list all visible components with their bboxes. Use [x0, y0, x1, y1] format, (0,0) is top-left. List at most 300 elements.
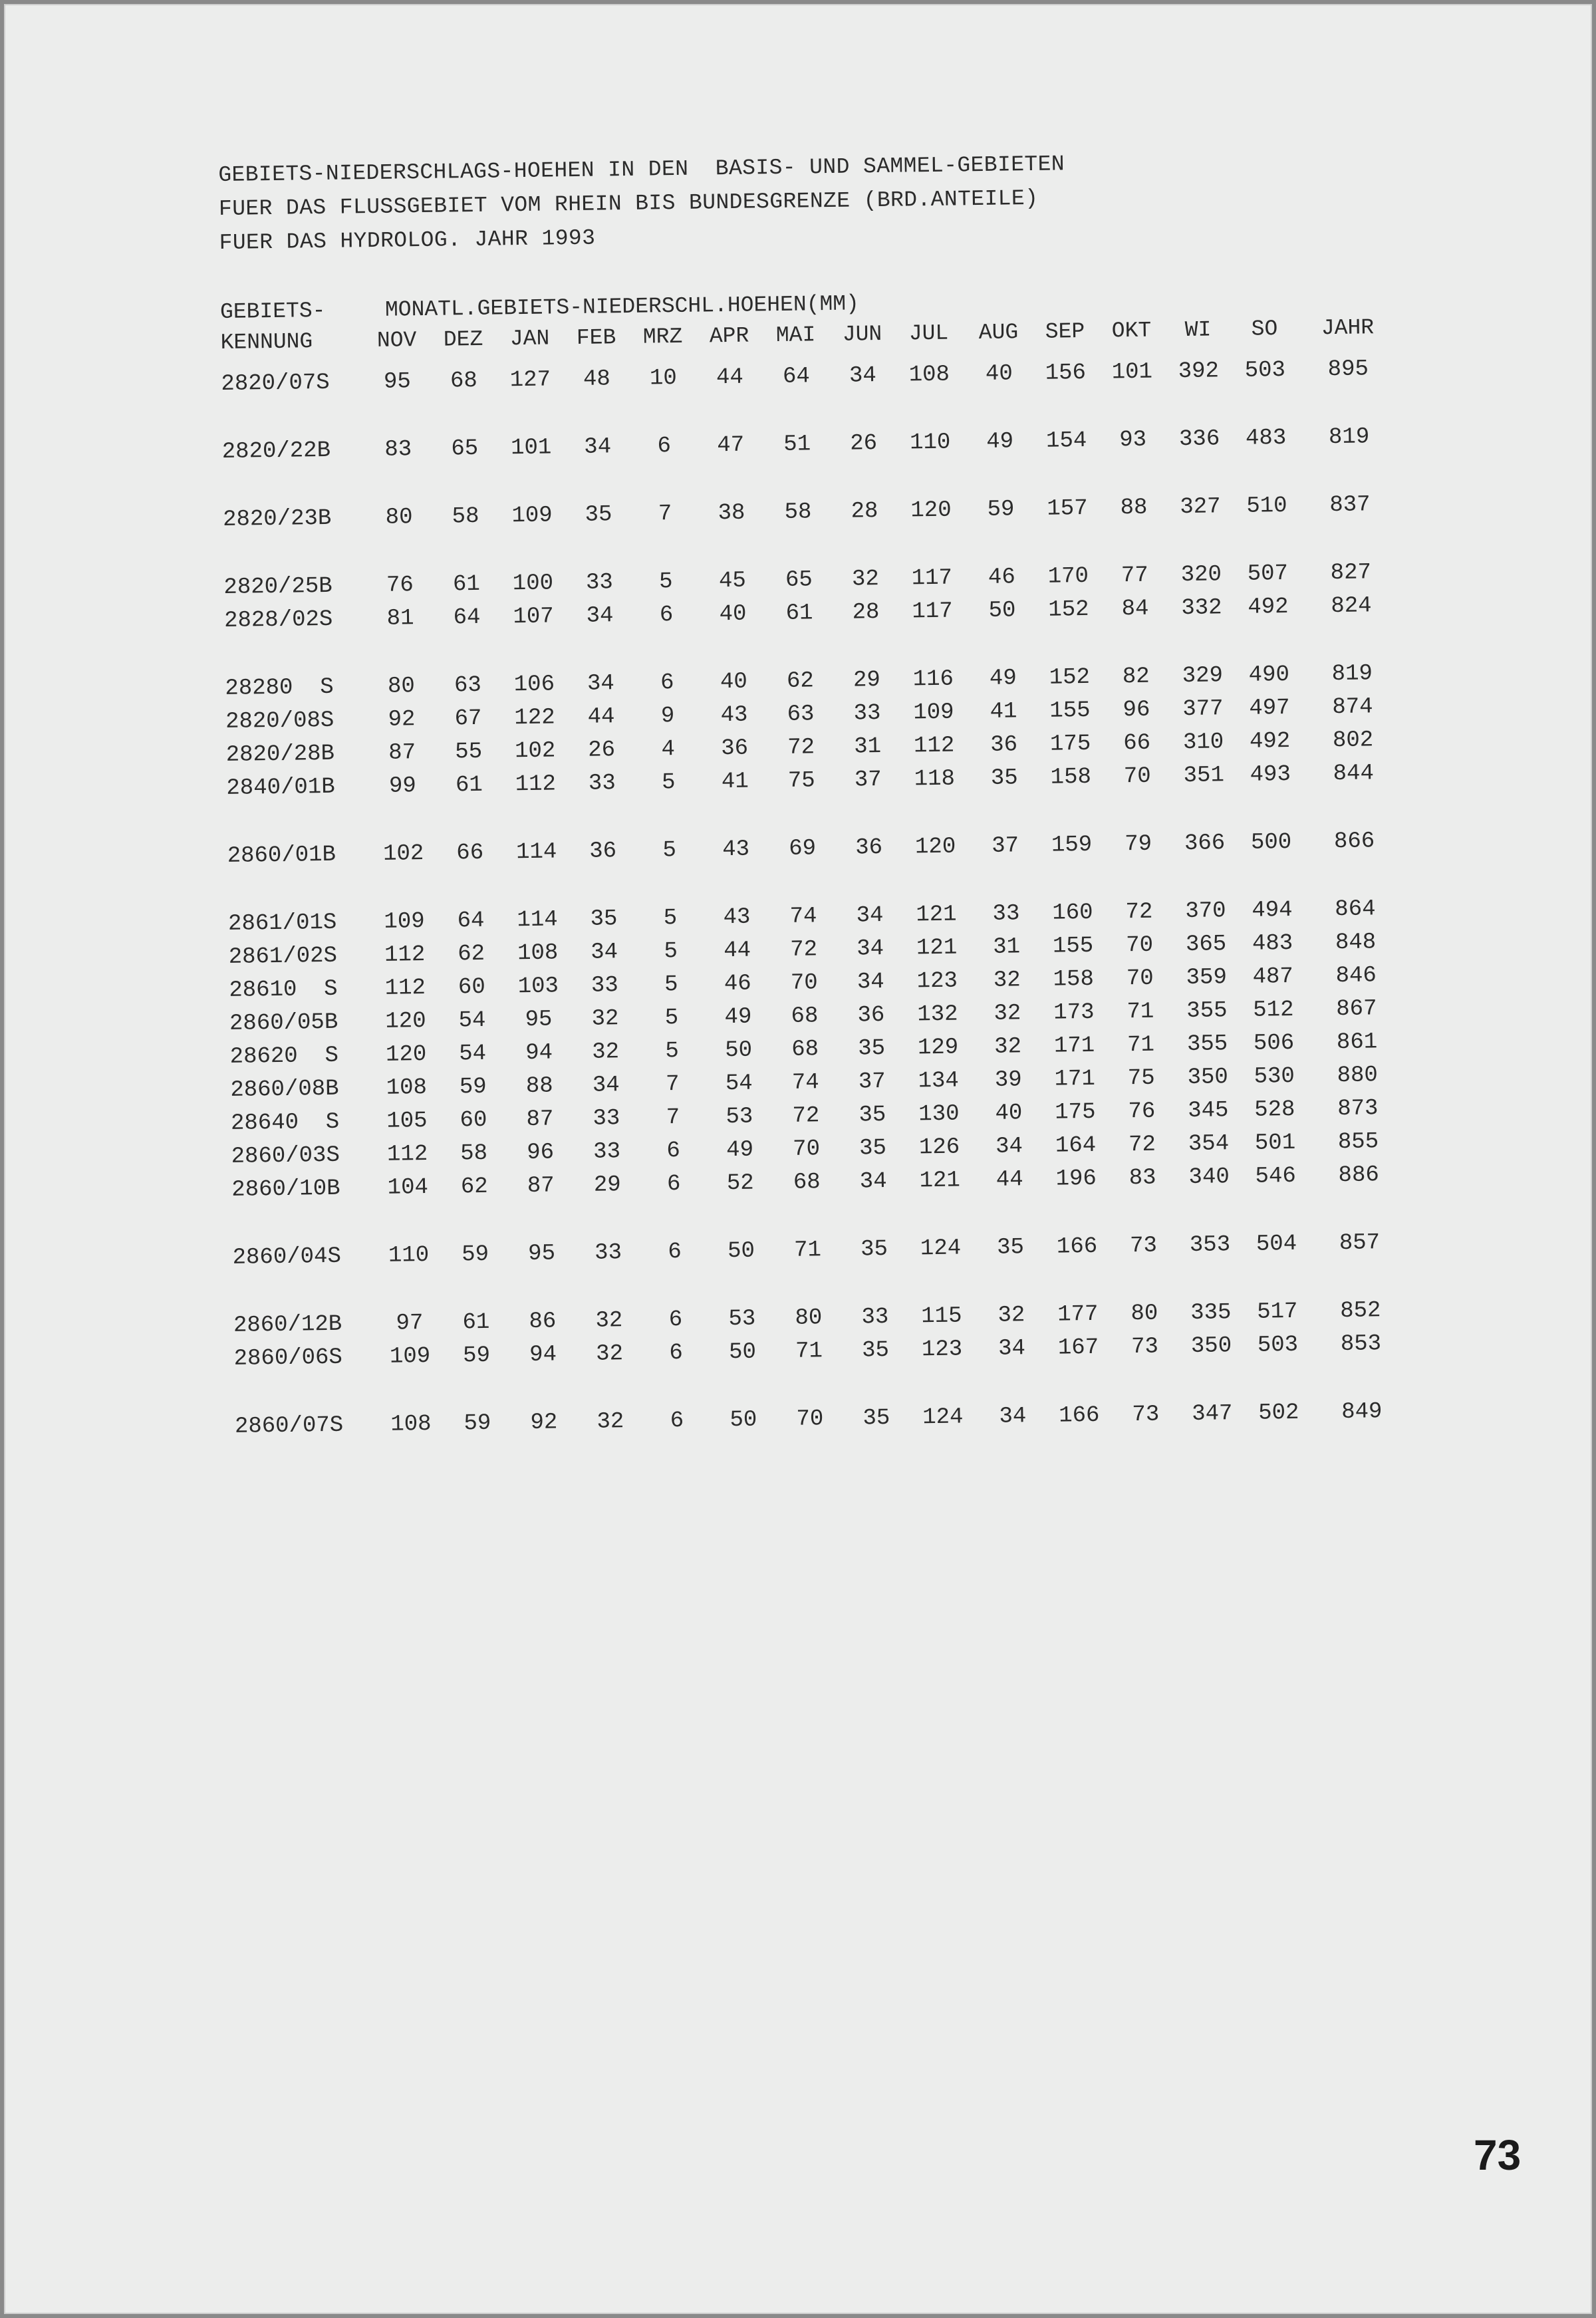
column-header-jul: JUL	[908, 321, 949, 346]
area-id: 2860/05B	[229, 1009, 338, 1037]
value-sep: 171	[1053, 1033, 1095, 1059]
value-apr: 44	[716, 364, 744, 391]
value-jul: 112	[913, 733, 955, 759]
value-jul: 123	[921, 1337, 963, 1363]
value-jul: 123	[916, 968, 958, 995]
value-jul: 129	[917, 1035, 959, 1061]
value-mrz: 5	[664, 1005, 679, 1031]
value-jan: 86	[529, 1309, 557, 1335]
value-dez: 65	[451, 436, 479, 462]
value-mai: 72	[792, 1103, 820, 1129]
value-so: 483	[1245, 426, 1287, 451]
value-mai: 68	[791, 1037, 819, 1063]
value-aug: 32	[993, 967, 1021, 993]
value-aug: 34	[999, 1404, 1027, 1430]
value-so: 546	[1255, 1163, 1297, 1190]
value-sep: 166	[1059, 1402, 1100, 1429]
value-so: 502	[1258, 1400, 1299, 1426]
value-jahr: 855	[1337, 1129, 1379, 1156]
value-jun: 35	[859, 1135, 887, 1162]
value-wi: 327	[1180, 494, 1221, 521]
value-okt: 72	[1128, 1132, 1156, 1158]
value-mrz: 6	[670, 1408, 684, 1434]
value-jahr: 874	[1332, 694, 1373, 721]
value-jun: 34	[859, 1168, 887, 1195]
value-so: 492	[1248, 594, 1289, 620]
monthly-group-label: MONATL.GEBIETS-NIEDERSCHL.HOEHEN(MM)	[384, 291, 860, 322]
value-so: 506	[1253, 1030, 1295, 1057]
value-jun: 33	[861, 1304, 889, 1331]
value-jahr: 802	[1332, 727, 1374, 754]
value-aug: 44	[996, 1167, 1023, 1193]
value-jan: 102	[514, 738, 556, 765]
column-header-dez: DEZ	[443, 326, 483, 352]
value-so: 500	[1250, 829, 1292, 856]
value-so: 490	[1248, 662, 1290, 688]
value-so: 504	[1256, 1231, 1297, 1257]
value-jul: 115	[921, 1303, 962, 1330]
scanned-page	[4, 4, 1592, 2314]
area-id: 2860/08B	[230, 1076, 339, 1103]
value-sep: 158	[1053, 966, 1095, 993]
value-okt: 82	[1122, 664, 1150, 690]
value-jul: 121	[916, 935, 958, 962]
area-id: 2860/04S	[232, 1243, 342, 1271]
value-nov: 87	[388, 740, 416, 766]
value-mai: 70	[790, 970, 818, 996]
value-mrz: 5	[665, 1039, 680, 1065]
value-nov: 99	[388, 773, 417, 799]
value-aug: 32	[994, 1034, 1022, 1060]
value-sep: 170	[1047, 563, 1089, 590]
value-aug: 46	[988, 565, 1016, 590]
value-mrz: 5	[663, 906, 678, 932]
area-id: 28610 S	[229, 976, 338, 1003]
value-mrz: 10	[649, 366, 678, 392]
value-wi: 345	[1188, 1098, 1229, 1124]
value-jan: 100	[512, 571, 554, 597]
value-mai: 68	[791, 1003, 819, 1029]
value-sep: 157	[1047, 495, 1088, 522]
value-wi: 351	[1183, 763, 1225, 789]
value-nov: 112	[384, 975, 426, 1001]
value-okt: 77	[1121, 563, 1148, 589]
value-jul: 121	[919, 1168, 961, 1194]
value-jan: 87	[527, 1173, 555, 1200]
value-mrz: 7	[665, 1072, 680, 1098]
value-so: 493	[1250, 761, 1291, 788]
value-mrz: 6	[659, 602, 674, 628]
value-okt: 70	[1125, 932, 1154, 959]
value-dez: 63	[454, 672, 482, 699]
value-mrz: 5	[658, 569, 673, 595]
value-okt: 83	[1129, 1165, 1156, 1192]
report-sheet	[218, 142, 1432, 1447]
value-jun: 34	[856, 903, 884, 929]
value-jan: 95	[525, 1007, 553, 1033]
value-sep: 196	[1055, 1166, 1097, 1192]
area-id: 2820/22B	[221, 438, 331, 465]
value-jul: 117	[911, 565, 953, 592]
column-header-nov: NOV	[376, 328, 417, 353]
value-jul: 117	[912, 598, 953, 625]
value-aug: 49	[986, 429, 1014, 455]
value-mrz: 7	[658, 501, 672, 527]
value-mai: 62	[786, 668, 815, 694]
area-id: 2860/10B	[231, 1176, 340, 1203]
value-sep: 156	[1045, 360, 1087, 386]
value-okt: 70	[1123, 763, 1151, 790]
value-nov: 110	[388, 1242, 430, 1269]
value-wi: 392	[1178, 358, 1220, 385]
value-sep: 152	[1048, 596, 1089, 623]
value-jan: 94	[525, 1040, 553, 1067]
value-dez: 61	[452, 571, 481, 598]
value-sep: 166	[1056, 1233, 1098, 1260]
value-mai: 74	[791, 1070, 819, 1096]
value-nov: 104	[387, 1174, 429, 1201]
value-jun: 31	[854, 734, 882, 760]
value-so: 517	[1256, 1299, 1298, 1325]
value-jan: 92	[530, 1410, 558, 1436]
value-jul: 118	[914, 766, 956, 793]
value-jahr: 873	[1337, 1096, 1379, 1122]
value-wi: 355	[1186, 998, 1228, 1025]
value-sep: 154	[1045, 428, 1087, 454]
value-so: 494	[1252, 897, 1293, 924]
value-okt: 76	[1128, 1098, 1156, 1125]
value-aug: 40	[985, 361, 1013, 387]
value-jahr: 837	[1329, 492, 1371, 519]
value-feb: 35	[585, 502, 612, 528]
value-feb: 35	[590, 906, 618, 932]
value-wi: 365	[1185, 932, 1227, 958]
value-apr: 44	[724, 938, 751, 964]
value-mai: 61	[785, 600, 813, 626]
column-header-wi: WI	[1184, 317, 1212, 342]
value-dez: 68	[450, 368, 478, 394]
value-aug: 35	[996, 1235, 1025, 1261]
value-okt: 73	[1129, 1233, 1158, 1259]
value-feb: 33	[585, 570, 614, 596]
value-so: 487	[1252, 964, 1294, 990]
value-aug: 31	[992, 934, 1021, 960]
value-dez: 59	[462, 1343, 491, 1369]
value-jan: 95	[527, 1241, 556, 1267]
value-aug: 50	[988, 598, 1016, 624]
value-aug: 40	[995, 1100, 1023, 1126]
title-line-1: GEBIETS-NIEDERSCHLAGS-HOEHEN IN DEN BASIS- UND SAMMEL-GEBIETEN	[218, 152, 1065, 188]
value-apr: 53	[728, 1306, 756, 1333]
value-apr: 38	[718, 500, 745, 527]
value-apr: 50	[730, 1407, 757, 1434]
value-sep: 175	[1049, 731, 1091, 757]
value-wi: 370	[1185, 898, 1226, 925]
value-wi: 332	[1181, 595, 1222, 622]
value-feb: 34	[587, 671, 615, 697]
value-so: 497	[1249, 695, 1290, 721]
value-jan: 122	[514, 705, 555, 731]
value-sep: 152	[1049, 664, 1091, 691]
area-id: 2820/25B	[223, 573, 332, 600]
value-mai: 71	[793, 1237, 822, 1263]
area-id: 2820/28B	[225, 741, 335, 768]
column-header-mrz: MRZ	[642, 324, 683, 350]
value-nov: 109	[384, 909, 425, 935]
area-id: 2860/01B	[227, 842, 336, 869]
area-id: 2860/06S	[233, 1345, 343, 1372]
value-jahr: 824	[1331, 593, 1372, 620]
value-nov: 81	[386, 606, 414, 632]
value-dez: 60	[458, 974, 486, 1001]
value-jan: 101	[510, 435, 552, 461]
value-feb: 33	[593, 1139, 621, 1165]
value-jul: 110	[909, 430, 951, 456]
value-jul: 108	[908, 362, 950, 388]
value-okt: 79	[1124, 831, 1152, 858]
value-jun: 36	[857, 1002, 885, 1029]
column-header-feb: FEB	[576, 325, 616, 350]
value-jan: 87	[526, 1106, 554, 1133]
value-nov: 120	[385, 1042, 427, 1068]
column-header-jan: JAN	[509, 326, 550, 352]
value-apr: 43	[722, 837, 750, 863]
value-jahr: 848	[1335, 930, 1377, 956]
value-okt: 101	[1111, 359, 1153, 386]
value-sep: 155	[1052, 933, 1094, 960]
value-dez: 58	[452, 503, 479, 530]
value-aug: 34	[995, 1134, 1023, 1160]
value-dez: 66	[456, 840, 484, 866]
value-wi: 366	[1184, 831, 1226, 857]
value-mai: 65	[785, 567, 813, 593]
value-sep: 175	[1055, 1099, 1096, 1126]
value-dez: 59	[459, 1074, 487, 1100]
value-mai: 64	[782, 364, 811, 390]
value-jahr: 866	[1333, 829, 1375, 855]
value-wi: 377	[1182, 696, 1224, 723]
value-dez: 58	[460, 1140, 488, 1167]
value-mai: 71	[795, 1339, 823, 1364]
value-wi: 355	[1186, 1031, 1228, 1058]
value-nov: 112	[386, 1142, 428, 1168]
value-jul: 120	[910, 497, 952, 524]
value-mrz: 6	[657, 434, 672, 459]
value-jan: 114	[515, 839, 557, 866]
value-mai: 68	[793, 1170, 821, 1196]
area-id: 2861/01S	[227, 910, 337, 937]
value-so: 510	[1246, 493, 1287, 519]
value-wi: 359	[1186, 965, 1228, 991]
value-jan: 94	[529, 1342, 557, 1368]
report-title	[218, 142, 1416, 260]
area-id: 28280 S	[225, 674, 334, 702]
value-dez: 60	[460, 1107, 487, 1134]
value-nov: 109	[389, 1343, 431, 1370]
value-jahr: 864	[1335, 896, 1376, 923]
value-jun: 32	[851, 567, 880, 592]
value-jun: 35	[859, 1102, 886, 1128]
value-wi: 335	[1190, 1300, 1232, 1327]
value-apr: 50	[724, 1037, 753, 1064]
value-mrz: 6	[669, 1341, 684, 1366]
value-wi: 354	[1188, 1131, 1230, 1158]
area-id: 2820/07S	[221, 370, 330, 397]
value-jahr: 819	[1331, 661, 1373, 688]
value-okt: 73	[1132, 1402, 1160, 1428]
value-jan: 103	[517, 973, 559, 1000]
value-apr: 54	[725, 1071, 753, 1097]
value-okt: 75	[1127, 1065, 1155, 1092]
column-header-okt: OKT	[1111, 318, 1152, 344]
value-jan: 106	[513, 672, 555, 698]
value-jun: 35	[857, 1035, 886, 1062]
value-mrz: 4	[661, 737, 676, 763]
value-jul: 120	[914, 834, 956, 860]
value-jan: 114	[517, 907, 558, 934]
value-feb: 32	[595, 1308, 623, 1334]
value-mai: 80	[795, 1305, 823, 1331]
value-jan: 96	[526, 1140, 555, 1166]
value-mai: 51	[783, 432, 811, 457]
value-jan: 88	[525, 1073, 553, 1100]
value-jul: 134	[918, 1068, 960, 1095]
area-id: 2828/02S	[223, 606, 333, 634]
value-aug: 34	[998, 1336, 1026, 1362]
value-so: 530	[1254, 1063, 1295, 1090]
column-header-aug: AUG	[978, 320, 1019, 346]
value-sep: 167	[1057, 1335, 1099, 1361]
value-wi: 350	[1187, 1065, 1229, 1091]
value-so: 503	[1244, 358, 1286, 384]
value-dez: 59	[461, 1241, 489, 1268]
value-mrz: 5	[664, 939, 678, 965]
value-jan: 112	[515, 771, 557, 798]
id-column-label-line-1: GEBIETS-	[219, 298, 326, 324]
value-feb: 32	[591, 1039, 620, 1065]
value-feb: 34	[586, 603, 614, 629]
area-id: 2840/01B	[226, 774, 335, 801]
value-jan: 127	[509, 367, 551, 394]
value-apr: 50	[727, 1238, 755, 1265]
value-sep: 173	[1053, 999, 1095, 1026]
value-nov: 92	[388, 707, 416, 733]
title-line-3: FUER DAS HYDROLOG. JAHR 1993	[219, 225, 596, 255]
column-header-jun: JUN	[842, 321, 882, 347]
value-mai: 58	[784, 499, 812, 525]
value-jahr: 827	[1330, 560, 1372, 586]
value-jun: 37	[854, 767, 882, 793]
value-dez: 61	[455, 772, 483, 799]
value-aug: 32	[994, 1001, 1021, 1027]
value-aug: 59	[987, 497, 1015, 523]
value-dez: 62	[458, 941, 485, 967]
area-id: 2820/08S	[225, 708, 334, 735]
value-jul: 126	[918, 1134, 960, 1161]
value-jul: 121	[916, 902, 957, 928]
value-apr: 36	[721, 735, 749, 762]
column-header-jahr: JAHR	[1321, 315, 1375, 341]
value-aug: 36	[990, 732, 1018, 758]
value-mrz: 7	[666, 1105, 680, 1131]
value-feb: 34	[592, 1073, 620, 1098]
area-id: 2820/23B	[222, 505, 332, 533]
value-jan: 107	[513, 604, 554, 630]
value-dez: 54	[458, 1007, 486, 1034]
column-header-mai: MAI	[775, 322, 816, 348]
value-jun: 34	[856, 936, 884, 962]
value-apr: 53	[726, 1104, 753, 1130]
value-jun: 35	[861, 1337, 890, 1364]
value-so: 483	[1252, 930, 1293, 957]
value-okt: 93	[1119, 427, 1147, 453]
value-jahr: 861	[1336, 1029, 1378, 1056]
value-feb: 33	[588, 771, 616, 797]
value-mai: 72	[787, 735, 815, 761]
value-jahr: 852	[1339, 1298, 1381, 1325]
value-okt: 66	[1123, 730, 1151, 757]
value-okt: 88	[1120, 495, 1148, 521]
value-jun: 28	[852, 600, 880, 626]
value-okt: 73	[1130, 1334, 1159, 1360]
value-jun: 29	[853, 668, 881, 694]
value-mrz: 6	[666, 1172, 681, 1198]
value-wi: 329	[1182, 663, 1224, 690]
value-nov: 105	[386, 1108, 428, 1134]
value-dez: 64	[453, 604, 481, 631]
value-jahr: 880	[1337, 1063, 1379, 1089]
value-dez: 62	[460, 1174, 488, 1200]
value-nov: 102	[382, 841, 424, 867]
value-nov: 97	[396, 1311, 424, 1337]
value-okt: 70	[1126, 966, 1154, 992]
value-mai: 63	[787, 702, 815, 727]
value-dez: 54	[459, 1041, 487, 1067]
value-jul: 130	[918, 1101, 960, 1128]
value-sep: 171	[1054, 1066, 1096, 1093]
value-feb: 26	[588, 737, 616, 763]
area-id: 2860/07S	[234, 1412, 344, 1440]
value-wi: 320	[1180, 562, 1222, 588]
value-jan: 109	[511, 503, 553, 529]
precipitation-table	[221, 356, 1432, 1447]
value-feb: 29	[593, 1172, 621, 1198]
area-id: 2860/03S	[231, 1142, 340, 1170]
value-apr: 40	[720, 669, 748, 696]
value-wi: 340	[1188, 1164, 1230, 1191]
value-mai: 69	[789, 836, 817, 862]
table-header	[220, 284, 1418, 358]
value-mrz: 5	[662, 838, 677, 864]
value-feb: 36	[589, 838, 617, 864]
value-nov: 112	[384, 942, 426, 968]
value-feb: 34	[591, 940, 618, 966]
value-sep: 159	[1051, 832, 1093, 858]
value-apr: 40	[719, 601, 747, 628]
value-jun: 34	[857, 969, 884, 995]
value-aug: 32	[998, 1303, 1025, 1329]
value-jun: 28	[851, 499, 878, 525]
value-apr: 52	[726, 1170, 754, 1197]
value-sep: 177	[1057, 1301, 1099, 1328]
value-apr: 50	[728, 1339, 757, 1366]
value-aug: 41	[990, 699, 1017, 725]
value-apr: 47	[717, 432, 745, 459]
value-jun: 36	[855, 835, 883, 861]
value-jahr: 844	[1333, 761, 1375, 787]
value-nov: 80	[385, 505, 413, 531]
value-okt: 96	[1123, 697, 1150, 723]
